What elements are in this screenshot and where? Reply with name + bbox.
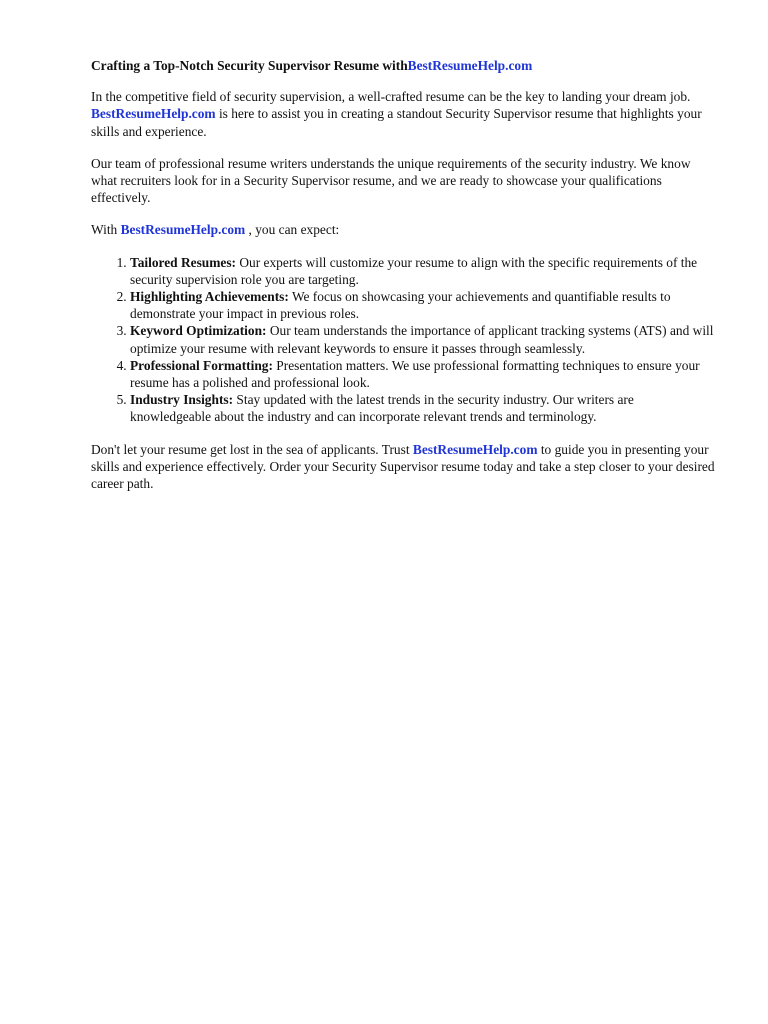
intro-link[interactable]: BestResumeHelp.com: [91, 106, 216, 122]
expect-link[interactable]: BestResumeHelp.com: [120, 222, 246, 238]
benefit-title: Keyword Optimization:: [130, 323, 267, 339]
benefit-text: Stay updated with the latest trends in the security industry. Our writers are knowledgeable about the industry and can incorporate relevant trends and terminology.: [130, 392, 634, 425]
expect-prefix: With: [91, 222, 121, 238]
team-paragraph: Our team of professional resume writers understands the unique requirements of the security industry. We know what recruiters look for in a Security Supervisor resume, and we are ready to showcase your qualifications effectively.: [91, 155, 691, 206]
expect-suffix: , you can expect:: [245, 222, 340, 238]
list-item: [130, 357, 717, 391]
document-title: [91, 57, 717, 74]
intro-text-before: In the competitive field of security supervision, a well-crafted resume can be the key to landing your dream job.: [91, 89, 691, 105]
list-item: [130, 322, 717, 356]
benefit-text: Our experts will customize your resume to align with the specific requirements of the security supervision role you are targeting.: [130, 254, 698, 287]
benefit-title: Industry Insights:: [130, 392, 234, 408]
benefit-title: Highlighting Achievements:: [130, 289, 289, 305]
closing-text-after: to guide you in presenting your skills and experience effectively. Order your Security Supervisor resume today and take a step closer to your desired career path.: [91, 441, 715, 492]
closing-paragraph: [91, 441, 717, 493]
benefit-title: Professional Formatting:: [130, 357, 273, 373]
closing-text-before: Don't let your resume get lost in the sea of applicants. Trust: [91, 441, 413, 457]
intro-paragraph: [91, 88, 717, 140]
expect-paragraph: [91, 221, 717, 238]
list-item: [130, 391, 717, 425]
benefit-title: Tailored Resumes:: [130, 254, 237, 270]
list-item: [130, 254, 717, 288]
closing-link[interactable]: BestResumeHelp.com: [412, 441, 538, 457]
benefit-text: Our team understands the importance of applicant tracking systems (ATS) and will optimize your resume with relevant keywords to ensure it passes through seamlessly.: [130, 323, 714, 356]
benefit-text: Presentation matters. We use professional formatting techniques to ensure your resume has a polished and professional look.: [130, 357, 700, 391]
title-link[interactable]: BestResumeHelp.com: [407, 58, 533, 73]
list-item: [130, 288, 717, 322]
title-text: Crafting a Top-Notch Security Supervisor Resume with: [91, 58, 408, 73]
benefit-text: We focus on showcasing your achievements and quantifiable results to demonstrate your impact in previous roles.: [130, 289, 671, 322]
intro-text-after: is here to assist you in creating a standout Security Supervisor resume that highlights your skills and experience.: [91, 106, 702, 139]
benefits-list: [91, 254, 717, 426]
document-page: [91, 57, 717, 507]
